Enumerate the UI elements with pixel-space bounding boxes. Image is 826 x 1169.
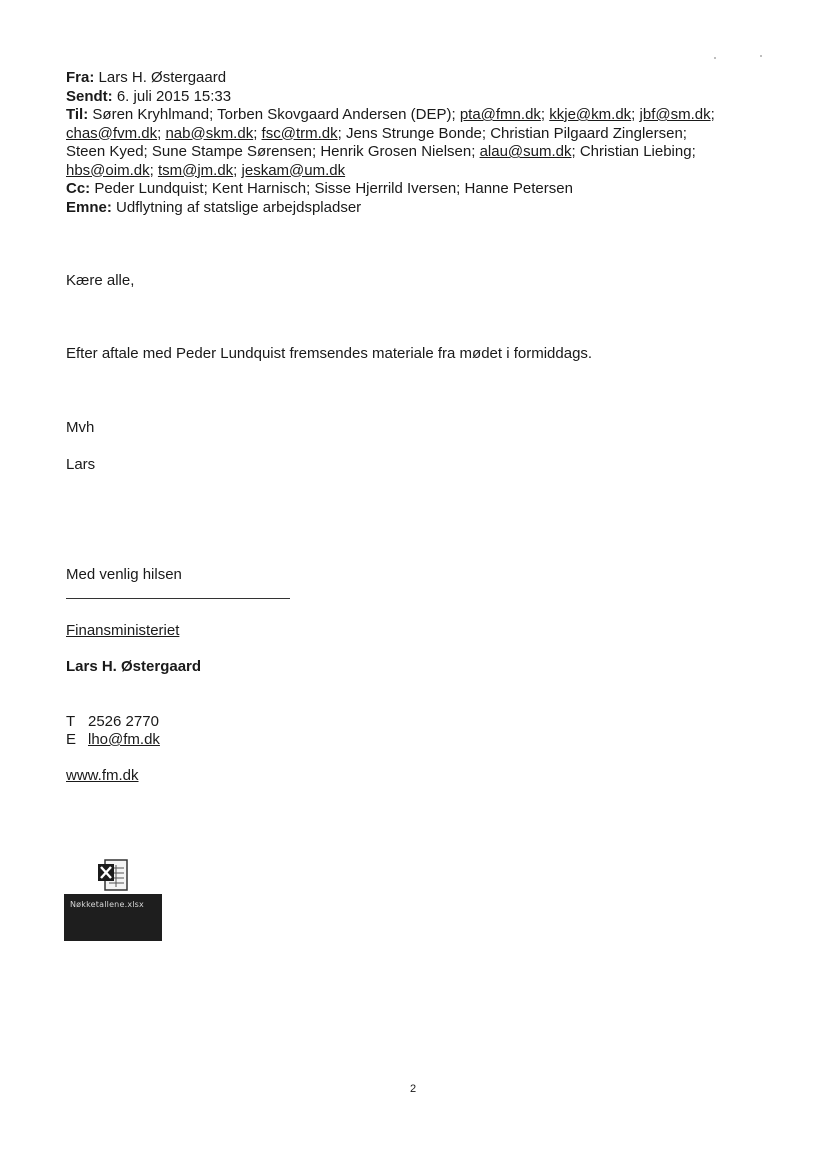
recipient-email-link[interactable]: hbs@oim.dk	[66, 161, 150, 179]
recipient-email-link[interactable]: jeskam@um.dk	[241, 161, 346, 179]
greeting: Kære alle,	[66, 272, 135, 289]
closing-short: Mvh	[66, 419, 95, 436]
to-recipients-text: ; Jens Strunge Bonde; Christian Pilgaard Zinglersen;	[337, 124, 687, 142]
cc-row	[66, 180, 786, 199]
subject-value: Udflytning af statslige arbejdspladser	[116, 198, 362, 216]
from-label: Fra:	[66, 69, 95, 86]
to-recipients-text: ; Christian Liebing;	[571, 143, 696, 160]
phone-row	[66, 713, 159, 731]
cc-value: Peder Lundquist; Kent Harnisch; Sisse Hjerrild Iversen; Hanne Petersen	[94, 180, 573, 197]
recipient-email-link[interactable]: tsm@jm.dk	[157, 161, 234, 179]
sent-label: Sendt:	[66, 87, 113, 105]
to-label: Til:	[66, 106, 89, 123]
to-row: Til: Søren Kryhlmand; Torben Skovgaard Andersen (DEP); pta@fmn.dk; kkje@km.dk; jbf@sm.dk;	[66, 106, 715, 123]
sent-row	[66, 88, 786, 107]
from-row	[66, 69, 786, 88]
message-body: Efter aftale med Peder Lundquist fremsendes materiale fra mødet i formiddags.	[66, 345, 593, 362]
sent-value: 6. juli 2015 15:33	[116, 87, 232, 105]
recipient-email-link[interactable]: nab@skm.dk	[165, 124, 254, 142]
subject-label: Emne:	[66, 198, 112, 216]
email-label: E	[66, 731, 77, 748]
phone-label: T	[66, 713, 76, 730]
to-recipients-text: Søren Kryhlmand; Torben Skovgaard Andersen (DEP);	[92, 106, 460, 123]
signature-divider	[66, 598, 290, 599]
scan-speck	[760, 55, 762, 57]
to-row-continued: hbs@oim.dk; tsm@jm.dk; jeskam@um.dk	[66, 161, 346, 179]
from-value: Lars H. Østergaard	[98, 69, 227, 86]
phone-number: 2526 2770	[88, 713, 159, 730]
email-header	[66, 69, 786, 217]
to-recipients-text: Steen Kyed; Sune Stampe Sørensen; Henrik Grosen Nielsen;	[66, 143, 480, 160]
scan-speck	[714, 57, 716, 59]
to-row-continued	[66, 143, 786, 162]
page-number: 2	[409, 1083, 417, 1095]
signature-email-link[interactable]: lho@fm.dk	[88, 731, 160, 748]
recipient-email-link[interactable]: alau@sum.dk	[479, 143, 572, 160]
recipient-email-link[interactable]: fsc@trm.dk	[261, 124, 338, 142]
website-link[interactable]: www.fm.dk	[66, 767, 139, 784]
subject-row	[66, 199, 786, 218]
sender-first-name: Lars	[66, 456, 96, 473]
recipient-email-link[interactable]: chas@fvm.dk	[66, 124, 158, 142]
organization-link[interactable]: Finansministeriet	[66, 622, 180, 639]
excel-file-icon[interactable]	[96, 859, 130, 892]
cc-label: Cc:	[66, 180, 91, 197]
to-row-continued: chas@fvm.dk; nab@skm.dk; fsc@trm.dk; Jens Strunge Bonde; Christian Pilgaard Zinglersen;	[66, 124, 687, 142]
signature-name: Lars H. Østergaard	[66, 658, 202, 675]
recipient-email-link[interactable]: kkje@km.dk	[549, 106, 632, 123]
attachment-filename[interactable]: Nøkketallene.xlsx	[64, 894, 162, 941]
recipient-email-link[interactable]: pta@fmn.dk	[459, 106, 541, 123]
signature-regards: Med venlig hilsen	[66, 566, 182, 583]
recipient-email-link[interactable]: jbf@sm.dk	[639, 106, 711, 123]
email-row	[66, 731, 160, 749]
